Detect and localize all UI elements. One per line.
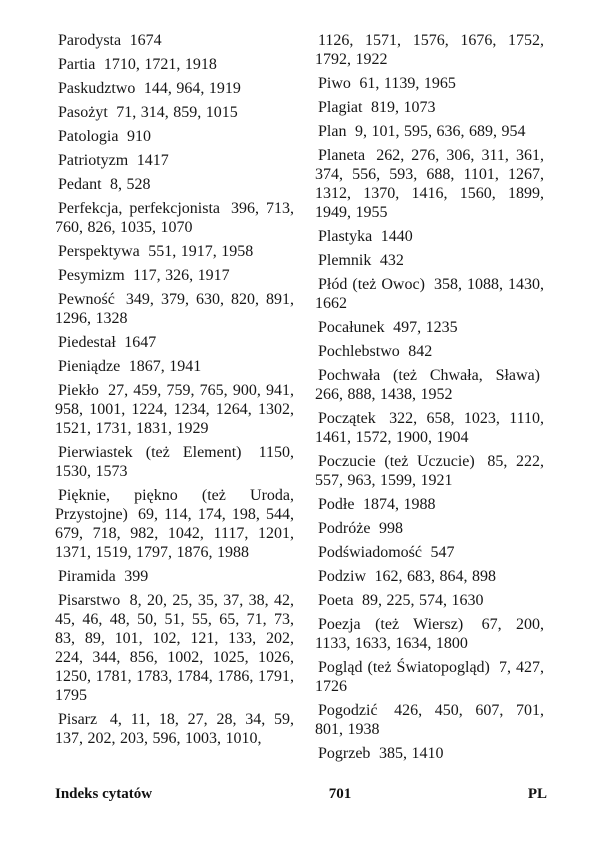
entry-page-numbers: 71, 314, 859, 1015: [116, 104, 238, 121]
index-entry: [55, 103, 294, 122]
entry-page-numbers: 8, 20, 25, 35, 37, 38, 42, 45, 46, 48, 50, 51, 55, 65, 71, 73, 83, 89, 101, 102, 121, 133, 202, 224, 344, 856, 1002, 1025, 1026, 1250, 1781, 1783, 1784, 1786, 1791, 1795: [55, 592, 295, 704]
entry-term: Pieniądze: [58, 358, 121, 375]
entry-term: Pesymizm: [58, 267, 125, 284]
entry-page-numbers: 998: [378, 520, 403, 537]
index-entry: [55, 567, 294, 586]
entry-term: Podświadomość: [318, 544, 422, 561]
entry-term: Piramida: [58, 568, 116, 585]
index-entry: [315, 591, 544, 610]
index-entry: [55, 486, 294, 562]
entry-page-numbers: 1440: [380, 228, 413, 245]
index-entry: [55, 151, 294, 170]
index-entry: [315, 98, 544, 117]
entry-page-numbers: 67, 200, 1133, 1633, 1634, 1800: [315, 616, 545, 652]
entry-page-numbers: 262, 276, 306, 311, 361, 374, 556, 593, 688, 1101, 1267, 1312, 1370, 1416, 1560, 1899, 1949, 1955: [315, 147, 545, 221]
entry-term: Płód (też Owoc): [318, 276, 425, 293]
entry-term: Pierwiastek (też Element): [58, 444, 242, 461]
entry-page-numbers: 1710, 1721, 1918: [103, 56, 217, 73]
index-entry: [55, 31, 294, 50]
entry-term: Plagiat: [318, 99, 363, 116]
index-entry: [315, 495, 544, 514]
entry-page-numbers: 910: [126, 128, 151, 145]
index-entry: [315, 275, 544, 313]
index-entry: [315, 122, 544, 141]
index-left-column: [55, 31, 294, 768]
entry-term: Pocałunek: [318, 319, 385, 336]
index-entry: [55, 55, 294, 74]
entry-page-numbers: 9, 101, 595, 636, 689, 954: [354, 123, 526, 140]
entry-term: Początek: [318, 410, 376, 427]
index-entry: [315, 567, 544, 586]
entry-page-numbers: 349, 379, 630, 820, 891, 1296, 1328: [55, 291, 295, 327]
index-right-column: [315, 31, 544, 768]
entry-page-numbers: 27, 459, 759, 765, 900, 941, 958, 1001, 1224, 1234, 1264, 1302, 1521, 1731, 1831, 1929: [55, 382, 295, 437]
index-entry: [55, 175, 294, 194]
index-entry: [315, 744, 544, 763]
entry-page-numbers: 497, 1235: [393, 319, 458, 336]
entry-page-numbers: 1874, 1988: [362, 496, 436, 513]
index-entry: [315, 366, 544, 404]
entry-page-numbers: 426, 450, 607, 701, 801, 1938: [315, 702, 545, 738]
index-entry: [55, 443, 294, 481]
entry-term: Piekło: [58, 382, 99, 399]
entry-term: Pasożyt: [58, 104, 108, 121]
entry-term: Piwo: [318, 75, 351, 92]
entry-page-numbers: 1867, 1941: [128, 358, 202, 375]
entry-term: Pięknie, piękno (też Uroda, Przystojne): [55, 487, 294, 523]
entry-term: Podziw: [318, 568, 366, 585]
entry-page-numbers: 7, 427, 1726: [315, 659, 544, 695]
index-entry: [315, 658, 544, 696]
entry-term: Pogląd (też Światopogląd): [318, 659, 490, 676]
entry-term: Pisarz: [58, 711, 98, 728]
index-entry: [55, 199, 294, 237]
entry-term: Planeta: [318, 147, 366, 164]
entry-page-numbers: 1674: [129, 32, 162, 49]
entry-page-numbers: 432: [379, 252, 404, 269]
entry-term: Poezja (też Wiersz): [318, 616, 464, 633]
index-entry: [55, 290, 294, 328]
index-entry: [315, 543, 544, 562]
index-entry: [55, 381, 294, 438]
entry-page-numbers: 551, 1917, 1958: [148, 243, 254, 260]
index-entry: [55, 333, 294, 352]
index-entry: [55, 710, 294, 748]
index-entry: [55, 266, 294, 285]
entry-page-numbers: 1647: [124, 334, 157, 351]
entry-page-numbers: 85, 222, 557, 963, 1599, 1921: [315, 453, 545, 489]
index-entry: [55, 127, 294, 146]
entry-page-numbers: 69, 114, 174, 198, 544, 679, 718, 982, 1042, 1117, 1201, 1371, 1519, 1797, 1876, 1988: [55, 506, 295, 561]
index-entry: [55, 242, 294, 261]
index-entry: [55, 357, 294, 376]
entry-term: Plastyka: [318, 228, 373, 245]
entry-term: Paskudztwo: [58, 80, 136, 97]
index-entry: [315, 342, 544, 361]
index-entry: [315, 318, 544, 337]
entry-term: Pogodzić: [318, 702, 378, 719]
entry-page-numbers: 547: [430, 544, 455, 561]
index-entry: [315, 74, 544, 93]
footer-edition-code: PL: [527, 786, 547, 802]
entry-term: Plan: [318, 123, 347, 140]
entry-page-numbers: 266, 888, 1438, 1952: [315, 386, 453, 403]
entry-page-numbers: 144, 964, 1919: [143, 80, 241, 97]
entry-term: Perspektywa: [58, 243, 140, 260]
index-columns: [55, 31, 544, 768]
entry-term: Partia: [58, 56, 96, 73]
entry-term: Pewność: [58, 291, 115, 308]
entry-term: Pochlebstwo: [318, 343, 400, 360]
entry-term: Piedestał: [58, 334, 116, 351]
entry-term: Poczucie (też Uczucie): [318, 453, 475, 470]
index-entry: [315, 701, 544, 739]
entry-term: Podłe: [318, 496, 355, 513]
index-entry: [315, 146, 544, 222]
entry-term: Podróże: [318, 520, 371, 537]
entry-page-numbers: 385, 1410: [378, 745, 444, 762]
entry-term: Pogrzeb: [318, 745, 371, 762]
entry-term: Pisarstwo: [58, 592, 121, 609]
entry-page-numbers: 61, 1139, 1965: [359, 75, 456, 92]
entry-page-numbers: 358, 1088, 1430, 1662: [315, 276, 545, 312]
entry-term: Plemnik: [318, 252, 372, 269]
entry-page-numbers: 399: [124, 568, 149, 585]
entry-term: Perfekcja, perfekcjonista: [58, 200, 221, 217]
entry-page-numbers: 117, 326, 1917: [133, 267, 230, 284]
index-entry: [315, 251, 544, 270]
entry-page-numbers: 1150, 1530, 1573: [55, 444, 294, 480]
entry-term: Patologia: [58, 128, 119, 145]
page-footer: [55, 786, 547, 803]
index-entry: [315, 452, 544, 490]
entry-page-numbers: 1417: [136, 152, 169, 169]
footer-section-title: Indeks cytatów: [55, 786, 153, 802]
index-entry: [55, 79, 294, 98]
entry-term: Pedant: [58, 176, 102, 193]
entry-page-numbers: 1126, 1571, 1576, 1676, 1752, 1792, 1922: [315, 32, 544, 68]
entry-page-numbers: 162, 683, 864, 898: [374, 568, 496, 585]
entry-page-numbers: 89, 225, 574, 1630: [362, 592, 484, 609]
index-entry: [315, 519, 544, 538]
entry-page-numbers: 396, 713, 760, 826, 1035, 1070: [55, 200, 295, 236]
entry-term: Pochwała (też Chwała, Sława): [318, 367, 540, 384]
entry-page-numbers: 322, 658, 1023, 1110, 1461, 1572, 1900, 1904: [315, 410, 544, 446]
index-entry: [315, 615, 544, 653]
entry-page-numbers: 4, 11, 18, 27, 28, 34, 59, 137, 202, 203, 596, 1003, 1010,: [55, 711, 295, 747]
entry-term: Parodysta: [58, 32, 122, 49]
entry-page-numbers: 842: [408, 343, 433, 360]
entry-page-numbers: 8, 528: [110, 176, 151, 193]
footer-page-number: 701: [328, 786, 352, 802]
index-entry: [315, 31, 544, 69]
index-entry: [315, 409, 544, 447]
entry-page-numbers: 819, 1073: [370, 99, 436, 116]
index-entry: [315, 227, 544, 246]
index-entry: [55, 591, 294, 705]
entry-term: Patriotyzm: [58, 152, 129, 169]
entry-term: Poeta: [318, 592, 354, 609]
